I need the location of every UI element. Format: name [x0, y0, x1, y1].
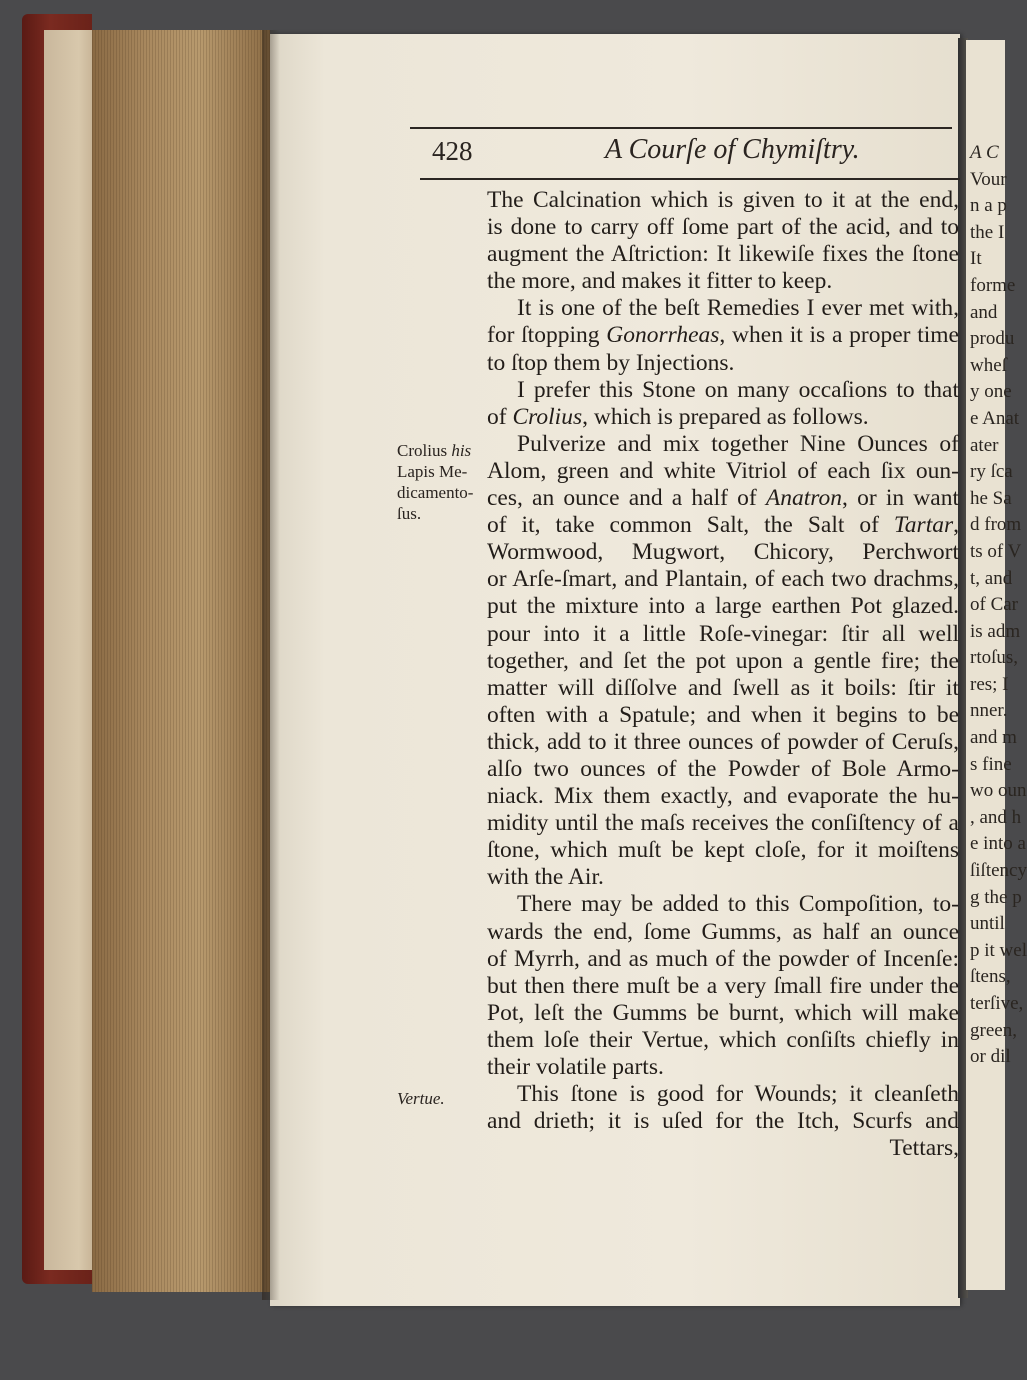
header-rule-top: [410, 127, 952, 129]
facing-page-text: res; I: [970, 673, 1009, 695]
text-line: them loſe their Vertue, which conſiſts chiefly in: [487, 1026, 959, 1053]
facing-page-text: s fine: [970, 753, 1012, 775]
text-line: ſtone, which muſt be kept cloſe, for it moiſtens: [487, 837, 959, 864]
facing-page-text: until: [970, 913, 1005, 935]
text-line: Pot, leſt the Gumms be burnt, which will make: [487, 999, 959, 1026]
facing-page-text: terſive,: [970, 993, 1024, 1014]
marginal-line: ſus.: [397, 504, 422, 523]
facing-page-text: of Car: [970, 594, 1019, 616]
text-line: Alom, green and white Vitriol of each ſix oun-: [487, 457, 959, 484]
text-line: to ſtop them by Injections.: [487, 349, 735, 376]
gutter-shadow: [262, 30, 280, 1300]
page-edges: [92, 30, 270, 1292]
facing-page-text: , and h: [970, 806, 1022, 828]
text-line: Wormwood, Mugwort, Chicory, Perchwort: [487, 539, 959, 566]
text-line: together, and ſet the pot upon a gentle fire; the: [487, 647, 959, 674]
facing-page-text: rtoſus,: [970, 647, 1019, 669]
text-line: I prefer this Stone on many occaſions to that: [517, 376, 959, 403]
text-line: is done to carry off ſome part of the acid, and to: [487, 214, 959, 241]
header-rule-bottom: [420, 178, 960, 180]
facing-page-text: he Sa: [970, 487, 1012, 509]
facing-page-text: ſtens,: [970, 966, 1011, 988]
facing-page-text: ſiſtency: [970, 860, 1027, 882]
text-line: of Crolius, which is prepared as follows.: [487, 403, 869, 430]
facing-page-text: It: [970, 248, 982, 270]
facing-page-text: d from: [970, 514, 1022, 536]
text-line: ces, an ounce and a half of Anatron, or in want: [487, 485, 959, 512]
text-line: This ſtone is good for Wounds; it cleanſeth: [517, 1081, 959, 1108]
text-line: pour into it a little Roſe-vinegar: ſtir all well: [487, 620, 959, 647]
facing-page-text: y one: [970, 381, 1012, 403]
text-line: of Myrrh, and as much of the powder of Incenſe:: [487, 945, 959, 972]
facing-page-text: e Anat: [970, 407, 1020, 429]
text-line: matter will diſſolve and ſwell as it boils: ſtir it: [487, 674, 959, 701]
text-line: and drieth; it is uſed for the Itch, Scurfs and: [487, 1108, 959, 1135]
text-line: alſo two ounces of the Powder of Bole Armo-: [487, 755, 959, 782]
text-line: for ſtopping Gonorrheas, when it is a proper time: [487, 322, 959, 349]
text-line: It is one of the beſt Remedies I ever met with,: [517, 295, 959, 322]
text-line: Tettars,: [889, 1135, 959, 1162]
facing-page-text: and m: [970, 727, 1017, 749]
facing-page-text: A C: [970, 142, 999, 163]
text-line: put the mixture into a large earthen Pot glazed.: [487, 593, 959, 620]
running-head: A Courſe of Chymiſtry.: [605, 134, 860, 165]
body-text: [487, 187, 959, 1162]
facing-page-text: Vour: [970, 168, 1007, 190]
marginal-line: Crolius his: [397, 441, 472, 460]
facing-page-text: n a p: [970, 195, 1007, 217]
facing-page-text: ater: [970, 434, 999, 456]
facing-page-text: g the p: [970, 886, 1022, 908]
facing-page-text: green,: [970, 1019, 1017, 1041]
facing-page-text: forme: [970, 274, 1016, 296]
page-number: 428: [432, 136, 473, 166]
text-line: There may be added to this Compoſition, to-: [517, 891, 959, 918]
facing-page-text: nner.: [970, 700, 1008, 722]
marginal-note-vertue: Vertue.: [397, 1089, 445, 1108]
text-line: midity until the maſs receives the conſiſtency of a: [487, 810, 959, 837]
facing-page-text: produ: [970, 328, 1015, 350]
text-line: of it, take common Salt, the Salt of Tartar,: [487, 512, 959, 539]
facing-page-text: t, and: [970, 567, 1013, 589]
text-line: but then there muſt be a very ſmall fire under the: [487, 972, 959, 999]
text-line: augment the Aſtriction: It likewiſe fixes the ſtone: [487, 241, 959, 268]
text-line: Pulverize and mix together Nine Ounces of: [517, 430, 959, 457]
facing-page-text: ry ſca: [970, 461, 1013, 483]
text-line: the more, and makes it fitter to keep.: [487, 268, 833, 295]
text-line: or Arſe-ſmart, and Plantain, of each two drachms,: [487, 566, 959, 593]
text-line: often with a Spatule; and when it begins to be: [487, 701, 959, 728]
facing-page-text: and: [970, 301, 998, 323]
facing-page-text: wheſ: [970, 354, 1007, 376]
facing-page-text: e into a: [970, 833, 1026, 855]
facing-page-text: or dil: [970, 1046, 1011, 1068]
marginal-line: dicamento-: [397, 483, 474, 502]
text-line: thick, add to it three ounces of powder of Ceruſs,: [487, 728, 959, 755]
facing-page-text: the I: [970, 221, 1005, 243]
text-line: their volatile parts.: [487, 1054, 664, 1080]
facing-page-text: p it wel: [970, 939, 1027, 961]
text-line: The Calcination which is given to it at the end,: [487, 187, 959, 213]
facing-page-text: is adm: [970, 620, 1021, 642]
text-line: with the Air.: [487, 864, 604, 891]
marginal-note-crolius: [397, 440, 473, 524]
facing-page-text: wo oun: [970, 780, 1027, 802]
facing-page-text: ts of V: [970, 540, 1022, 562]
text-line: niack. Mix them exactly, and evaporate the hu-: [487, 783, 959, 810]
text-line: wards the end, ſome Gumms, as half an ounce: [487, 918, 959, 945]
marginal-line: Lapis Me-: [397, 462, 468, 481]
facing-page-fragment: [966, 40, 1027, 1290]
